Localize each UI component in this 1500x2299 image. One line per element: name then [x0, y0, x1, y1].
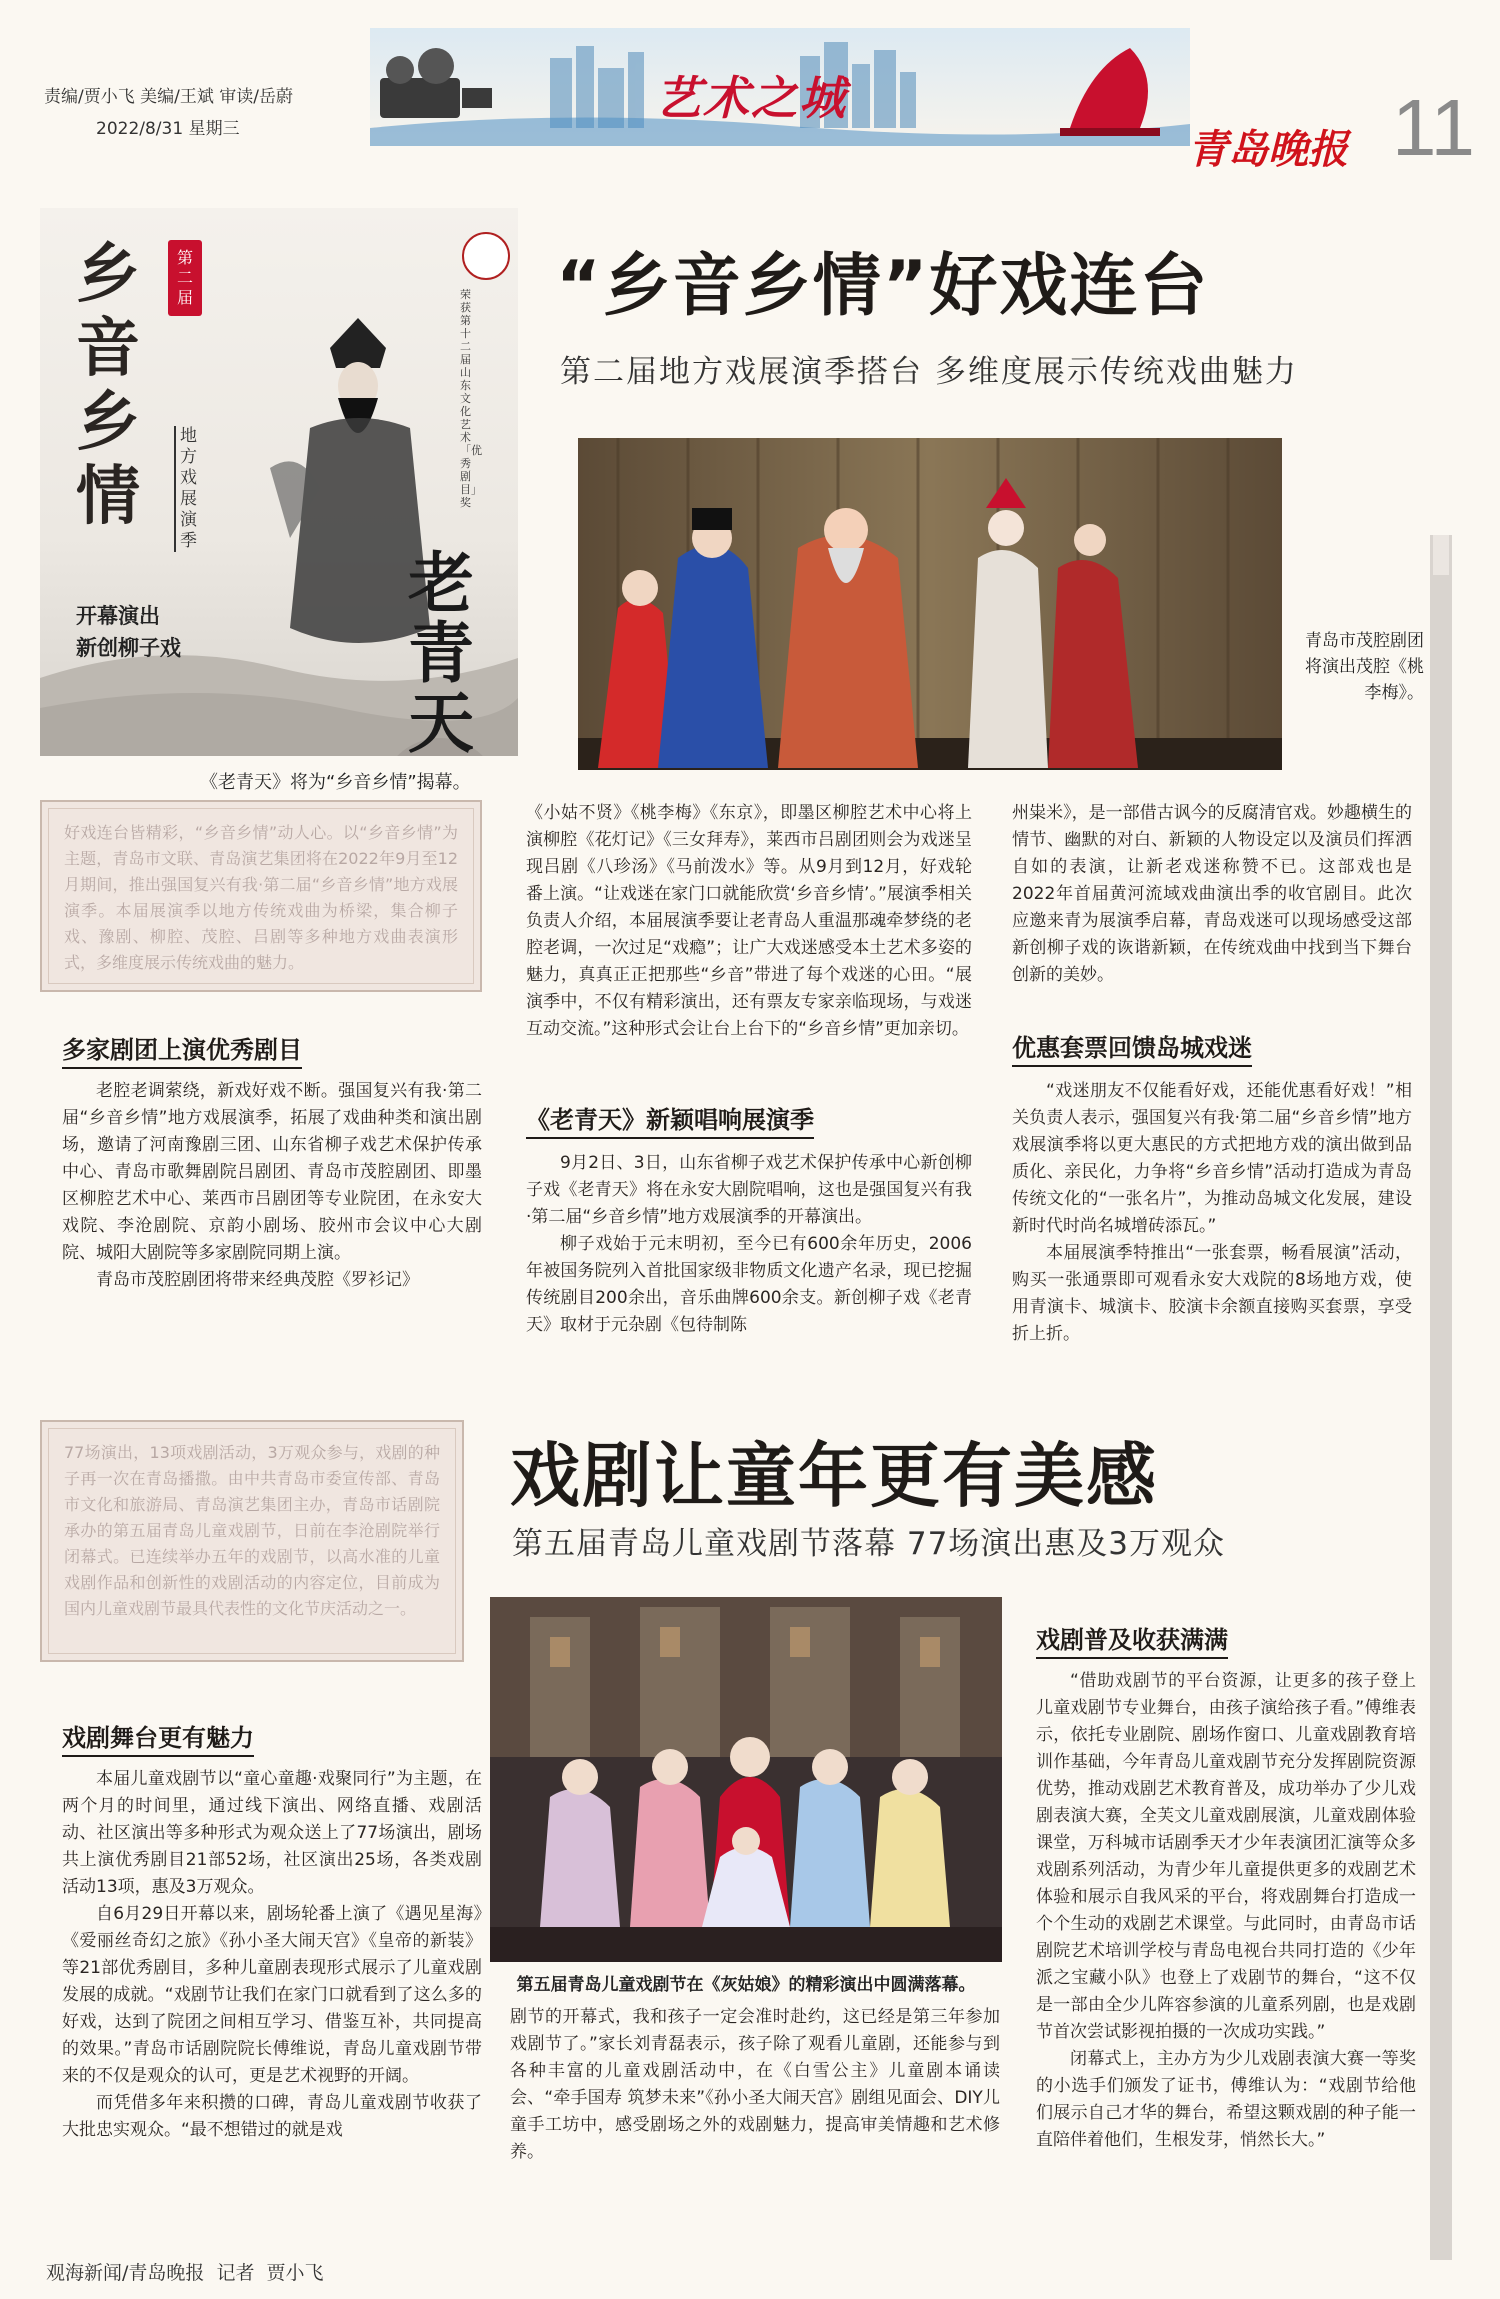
poster-tag: 地方戏展演季 [174, 426, 202, 552]
paragraph: 闭幕式上，主办方为少儿戏剧表演大赛一等奖的小选手们颁发了证书，傅维认为：“戏剧节给他们展示自己才华的舞台，希望这颗戏剧的种子能一直陪伴着他们，生根发芽，悄然长大。” [1036, 2049, 1416, 2150]
scrollbar-thumb[interactable] [1433, 535, 1449, 575]
article1-section1-title: 多家剧团上演优秀剧目 [62, 1030, 302, 1069]
article2-section1-title: 戏剧舞台更有魅力 [62, 1718, 254, 1757]
article2-column1 [62, 1766, 482, 2144]
opera-poster [40, 208, 518, 756]
opera-stage-photo [578, 438, 1282, 770]
article1-column3-cont [1012, 1078, 1412, 1348]
article2-abstract: 77场演出，13项戏剧活动，3万观众参与，戏剧的种子再一次在青岛播撒。由中共青岛市委宣传部、青岛市文化和旅游局、青岛演艺集团主办，青岛市话剧院承办的第五届青岛儿童戏剧节，日前在李沧剧院举行闭幕式。已连续举办五年的戏剧节，以高水准的儿童戏剧作品和创新性的戏剧活动的内容定位，目前成为国内儿童戏剧节最具代表性的文化节庆活动之一。 [40, 1420, 464, 1662]
paragraph: “戏迷朋友不仅能看好戏，还能优惠看好戏！”相关负责人表示，强国复兴有我·第二届“乡音乡情”地方戏展演季将以更大惠民的方式把地方戏的演出做到品质化、亲民化，力争将“乡音乡情”活动打造成为青岛传统文化的“一张名片”，为推动岛城文化发展，建设新时代时尚名城增砖添瓦。” [1012, 1081, 1412, 1236]
paragraph: 柳子戏始于元末明初，至今已有600余年历史，2006年被国务院列入首批国家级非物质文化遗产名录，现已挖掘传统剧目200余出，音乐曲牌600余支。新创柳子戏《老青天》取材于元杂剧《包待制陈 [526, 1234, 972, 1335]
paragraph: 本届儿童戏剧节以“童心童趣·戏聚同行”为主题，在两个月的时间里，通过线下演出、网络直播、戏剧活动、社区演出等多种形式为观众送上了77场演出，剧场共上演优秀剧目21部52场，社区演出25场，各类戏剧活动13项，惠及3万观众。 [62, 1769, 482, 1897]
paragraph: 自6月29日开幕以来，剧场轮番上演了《遇见星海》《爱丽丝奇幻之旅》《孙小圣大闹天宫》《皇帝的新装》等21部优秀剧目，多种儿童剧表现形式展示了儿童戏剧发展的成就。“戏剧节让我们在家门口就看到了这么多的好戏，达到了院团之间相互学习、借鉴互补，共同提高的效果。”青岛市话剧院院长傅维说，青岛儿童戏剧节带来的不仅是观众的认可，更是艺术视野的开阔。 [62, 1904, 482, 2086]
poster-edition-badge: 第二届 [168, 240, 202, 316]
article1-column2-cont [526, 1150, 972, 1339]
article1-section3-title: 优惠套票回馈岛城戏迷 [1012, 1028, 1252, 1067]
poster-award-text: 荣获第十二届山东文化艺术「优秀剧目」奖 [460, 288, 482, 509]
byline-source: 观海新闻/青岛晚报 [46, 2262, 205, 2284]
byline-role: 记者 [216, 2262, 255, 2284]
page-number: 11 [1392, 83, 1476, 172]
article1-headline: “乡音乡情”好戏连台 [556, 247, 1210, 326]
paragraph: 州粜米》，是一部借古讽今的反腐清官戏。妙趣横生的情节、幽默的对白、新颖的人物设定以及演员们挥洒自如的表演，让新老戏迷称赞不已。这部戏也是2022年首届黄河流域戏曲演出季的收官剧目。此次应邀来青为展演季启幕，青岛戏迷可以现场感受这部新创柳子戏的诙谐新颖，在传统戏曲中找到当下舞台创新的美妙。 [1012, 803, 1412, 985]
article2-column2 [510, 2004, 1000, 2166]
poster-opening-line2: 新创柳子戏 [76, 636, 181, 660]
poster-caption: 《老青天》将为“乡音乡情”揭幕。 [200, 772, 471, 793]
poster-title: 乡音乡情 [76, 237, 140, 534]
poster-show-title: 老青天 [408, 544, 474, 756]
article2-subhead: 第五届青岛儿童戏剧节落幕 77场演出惠及3万观众 [512, 1526, 1226, 1562]
article1-column3 [1012, 800, 1412, 989]
scrollbar[interactable] [1430, 535, 1452, 2260]
opera-photo-caption: 青岛市茂腔剧团将演出茂腔《桃李梅》。 [1305, 631, 1424, 703]
paragraph: 老腔老调萦绕，新戏好戏不断。强国复兴有我·第二届“乡音乡情”地方戏展演季，拓展了戏曲种类和演出剧场，邀请了河南豫剧三团、山东省柳子戏艺术保护传承中心、青岛市歌舞剧院吕剧团、青岛市茂腔剧团、即墨区柳腔艺术中心、莱西市吕剧团等专业院团，在永安大戏院、李沧剧院、京韵小剧场、胶州市会议中心大剧院、城阳大剧院等多家剧院同期上演。 [62, 1081, 482, 1263]
paragraph: 而凭借多年来积攒的口碑，青岛儿童戏剧节收获了大批忠实观众。“最不想错过的就是戏 [62, 2093, 482, 2140]
article1-abstract: 好戏连台皆精彩，“乡音乡情”动人心。以“乡音乡情”为主题，青岛市文联、青岛演艺集团将在2022年9月至12月期间，推出强国复兴有我·第二届“乡音乡情”地方戏展演季。本届展演季以地方传统戏曲为桥梁，集合柳子戏、豫剧、柳腔、茂腔、吕剧等多种地方戏曲表演形式，多维度展示传统戏曲的魅力。 [40, 800, 482, 992]
article1-column2 [526, 800, 972, 1043]
paragraph: 9月2日、3日，山东省柳子戏艺术保护传承中心新创柳子戏《老青天》将在永安大剧院唱响，这也是强国复兴有我·第二届“乡音乡情”地方戏展演季的开幕演出。 [526, 1153, 972, 1227]
article2-section2-title: 戏剧普及收获满满 [1036, 1620, 1228, 1659]
children-theater-photo [490, 1597, 1002, 1962]
article2-section2-title-wrap [1036, 1620, 1228, 1659]
paragraph: 青岛市茂腔剧团将带来经典茂腔《罗衫记》 [96, 1270, 419, 1290]
article2-column3 [1036, 1668, 1416, 2154]
paragraph: 本届展演季特推出“一张套票，畅看展演”活动，购买一张通票即可观看永安大戏院的8场地方戏，使用青演卡、城演卡、胶演卡余额直接购买套票，享受折上折。 [1012, 1243, 1412, 1344]
cinderella-stage-illustration [490, 1597, 1002, 1962]
opera-figure-icon [270, 318, 430, 643]
section-title: 艺术之城 [655, 71, 847, 125]
article1-column1 [62, 1078, 482, 1294]
issue-date: 2022/8/31 星期三 [96, 119, 240, 139]
byline-name: 贾小飞 [266, 2262, 324, 2284]
paragraph: 《小姑不贤》《桃李梅》《东京》，即墨区柳腔艺术中心将上演柳腔《花灯记》《三女拜寿》，莱西市吕剧团则会为戏迷呈现吕剧《八珍汤》《马前泼水》等。从9月到12月，好戏轮番上演。“让戏迷在家门口就能欣赏‘乡音乡情’。”展演季相关负责人介绍，本届展演季要让老青岛人重温那魂牵梦绕的老腔老调，一次过足“戏瘾”；让广大戏迷感受本土艺术多姿的魅力，真真正正把那些“乡音”带进了每个戏迷的心田。“展演季中，不仅有精彩演出，还有票友专家亲临现场，与戏迷互动交流。”这种形式会让台上台下的“乡音乡情”更加亲切。 [526, 803, 972, 1039]
stage-performers-illustration [578, 438, 1282, 770]
byline [46, 2258, 324, 2285]
article1-section2-title: 《老青天》新颖唱响展演季 [526, 1100, 814, 1139]
article1-section1-title-wrap [62, 1030, 302, 1069]
article2-section1-title-wrap [62, 1718, 254, 1757]
newspaper-logo: 青岛晚报 [1188, 127, 1348, 173]
paragraph: 剧节的开幕式，我和孩子一定会准时赴约，这已经是第三年参加戏剧节了。”家长刘青磊表示，孩子除了观看儿童剧，还能参与到各种丰富的儿童戏剧活动中，在《白雪公主》儿童剧本诵读会、“牵手国寿 筑梦未来”《孙小圣大闹天宫》剧组见面会、DIY儿童手工坊中，感受剧场之外的戏剧魅力，提高审美情趣和艺术修养。 [510, 2007, 1000, 2162]
children-photo-caption: 第五届青岛儿童戏剧节在《灰姑娘》的精彩演出中圆满落幕。 [516, 1975, 976, 1995]
article1-subhead: 第二届地方戏展演季搭台 多维度展示传统戏曲魅力 [560, 354, 1298, 390]
article1-section2-title-wrap [526, 1100, 814, 1139]
paragraph: “借助戏剧节的平台资源，让更多的孩子登上儿童戏剧节专业舞台，由孩子演给孩子看。”傅维表示，依托专业剧院、剧场作窗口、儿童戏剧教育培训作基础，今年青岛儿童戏剧节充分发挥剧院资源优势，推动戏剧艺术教育普及，成功举办了少儿戏剧表演大赛，全芙文儿童戏剧展演，儿童戏剧体验课堂，万科城市话剧季天才少年表演团汇演等众多戏剧系列活动，为青少年儿童提供更多的戏剧艺术体验和展示自我风采的平台，将戏剧舞台打造成一个个生动的戏剧艺术课堂。与此同时，由青岛市话剧院艺术培训学校与青岛电视台共同打造的《少年派之宝藏小队》也登上了戏剧节的舞台，“这不仅是一部由全少儿阵容参演的儿童系列剧，也是戏剧节首次尝试影视拍摄的一次成功实践。” [1036, 1671, 1416, 2042]
article1-section3-title-wrap [1012, 1028, 1252, 1067]
editor-credits: 责编/贾小飞 美编/王斌 审读/岳蔚 [44, 87, 293, 107]
poster-seal-icon [462, 232, 510, 280]
poster-opening-line1: 开幕演出 [76, 604, 160, 628]
article2-headline: 戏剧让童年更有美感 [510, 1435, 1158, 1517]
